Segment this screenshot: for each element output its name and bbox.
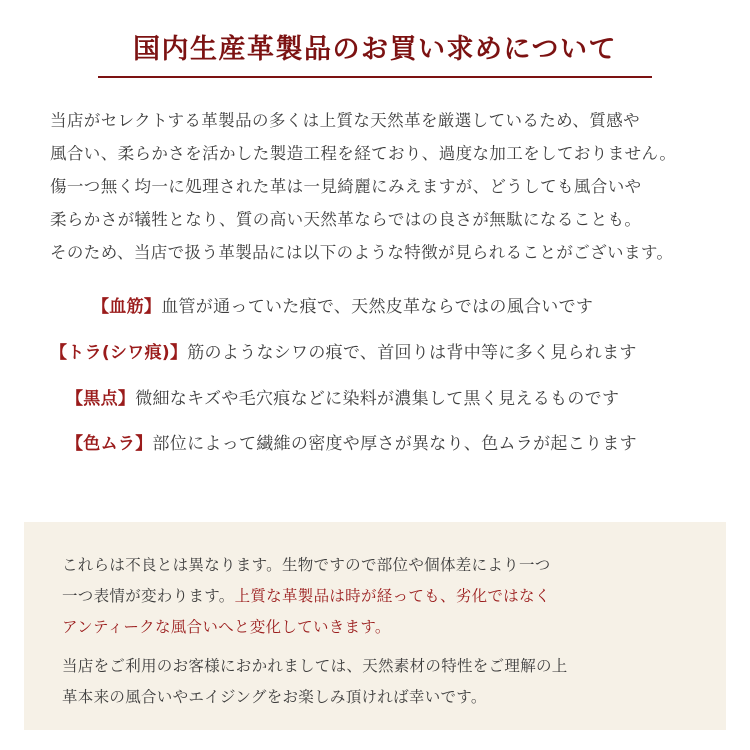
- note-box: [24, 522, 726, 730]
- feature-tag: 【血筋】: [92, 297, 162, 318]
- feature-item: [44, 432, 706, 457]
- feature-item: [44, 387, 706, 412]
- feature-item: [44, 295, 706, 320]
- intro-line: 傷一つ無く均一に処理された革は一見綺麗にみえますが、どうしても風合いや: [50, 177, 642, 197]
- feature-text: 部位によって繊維の密度や厚さが異なり、色ムラが起こります: [152, 434, 637, 455]
- intro-line: 当店がセレクトする革製品の多くは上質な天然革を厳選しているため、質感や: [50, 111, 641, 131]
- note-emphasis: 劣化ではなく: [455, 587, 551, 605]
- title-block: [26, 26, 724, 78]
- note-line: これらは不良とは異なります。生物ですので部位や個体差により一つ: [62, 556, 551, 574]
- feature-item: [44, 341, 706, 366]
- note-line: 当店をご利用のお客様におかれましては、天然素材の特性をご理解の上: [62, 657, 568, 675]
- feature-list: [26, 295, 724, 457]
- note-emphasis: 上質な革製品は時が経っても、: [234, 587, 456, 605]
- note-line: [62, 581, 692, 612]
- note-text: 一つ表情が変わります。: [62, 587, 235, 605]
- page-title: 国内生産革製品のお買い求めについて: [133, 34, 617, 65]
- note-spacer: [62, 643, 692, 651]
- note-line: [62, 612, 692, 643]
- feature-text: 筋のようなシワの痕で、首回りは背中等に多く見られます: [187, 343, 637, 364]
- feature-tag: 【トラ(シワ痕)】: [50, 343, 188, 364]
- intro-line: 柔らかさが犠牲となり、質の高い天然革ならではの良さが無駄になることも。: [50, 210, 642, 230]
- note-emphasis: アンティークな風合いへと変化していきます。: [62, 618, 391, 636]
- feature-text: 血管が通っていた痕で、天然皮革ならではの風合いです: [161, 297, 594, 318]
- feature-tag: 【黒点】: [66, 388, 136, 409]
- feature-text: 微細なキズや毛穴痕などに染料が濃集して黒く見えるものです: [135, 388, 620, 409]
- intro-line: 風合い、柔らかさを活かした製造工程を経ており、過度な加工をしておりません。: [50, 144, 677, 164]
- feature-tag: 【色ムラ】: [66, 434, 153, 455]
- title-divider: [98, 76, 652, 78]
- note-line: 革本来の風合いやエイジングをお楽しみ頂ければ幸いです。: [62, 688, 487, 706]
- intro-paragraph: [26, 104, 724, 269]
- intro-line: そのため、当店で扱う革製品には以下のような特徴が見られることがございます。: [50, 243, 674, 263]
